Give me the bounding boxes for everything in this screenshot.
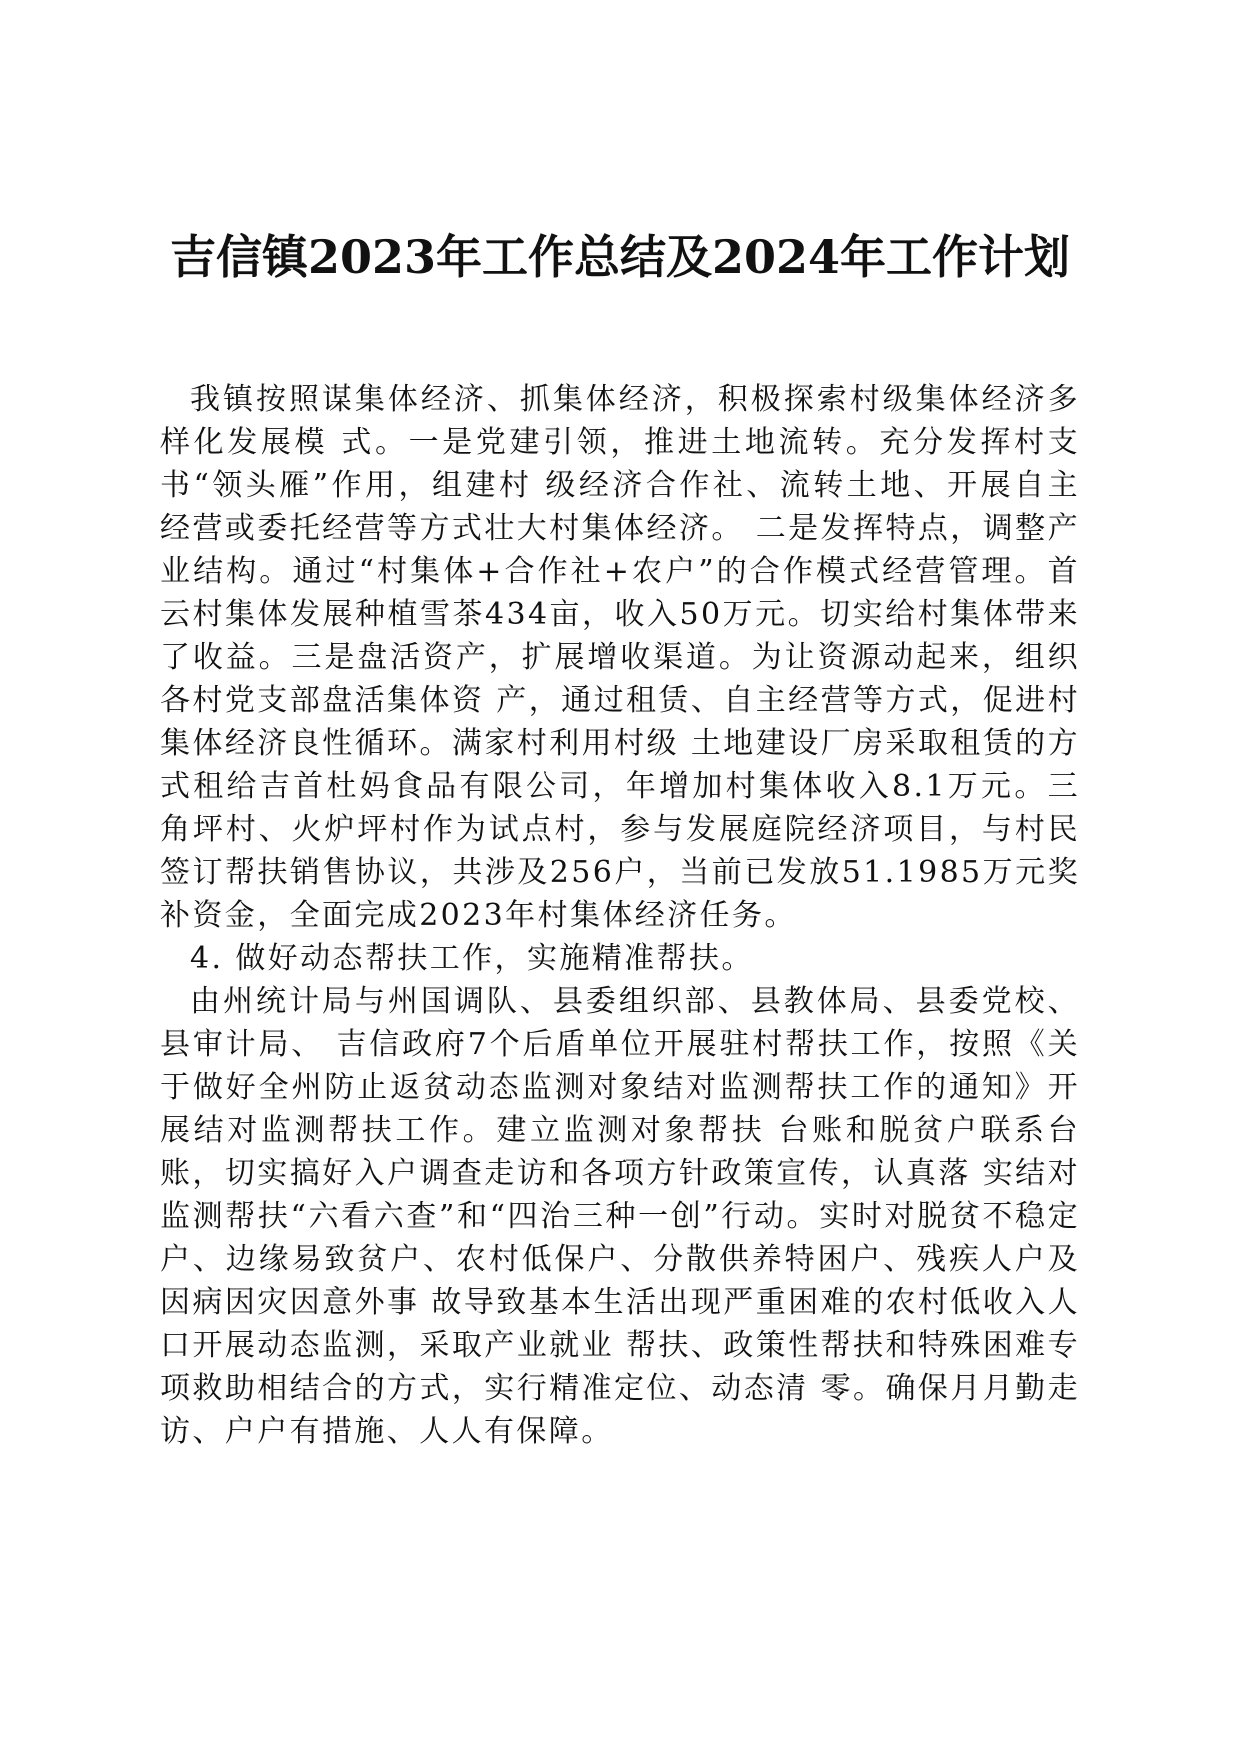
document-title: 吉信镇2023年工作总结及2024年工作计划 — [169, 230, 1071, 284]
section-heading-dynamic-assistance: 4. 做好动态帮扶工作，实施精准帮扶。 — [190, 941, 754, 976]
paragraph-collective-economy: 我镇按照谋集体经济、抓集体经济，积极探索村级集体经济多样化发展模 式。一是党建引领，推进土地流转。充分发挥村支书“领头雁”作用，组建村 级经济合作社、流转土地、开展自主经营或委托经营等方式壮大村集体经济。 二是发挥特点，调整产业结构。通过“村集体+合作社+农户”的合作模式经营管理。首云村集体发展种植雪茶434亩，收入50万元。切实给村集体带来了收益。三是盘活资产，扩展增收渠道。为让资源动起来，组织各村党支部盘活集体资 产，通过租赁、自主经营等方式，促进村集体经济良性循环。满家村利用村级 土地建设厂房采取租赁的方式租给吉首杜妈食品有限公司，年增加村集体收入8.1万元。三角坪村、火炉坪村作为试点村，参与发展庭院经济项目，与村民签订帮扶销售协议，共涉及256户，当前已发放51.1985万元奖补资金，全面完成2023年村集体经济任务。 — [160, 382, 1080, 933]
paragraph-assistance-work: 由州统计局与州国调队、县委组织部、县教体局、县委党校、县审计局、 吉信政府7个后盾单位开展驻村帮扶工作，按照《关于做好全州防止返贫动态监测对象结对监测帮扶工作的通知》开展结对监测帮扶工作。建立监测对象帮扶 台账和脱贫户联系台账，切实搞好入户调查走访和各项方针政策宣传，认真落 实结对监测帮扶“六看六查”和“四治三种一创”行动。实时对脱贫不稳定户、边缘易致贫户、农村低保户、分散供养特困户、残疾人户及因病因灾因意外事 故导致基本生活出现严重困难的农村低收入人口开展动态监测，采取产业就业 帮扶、政策性帮扶和特殊困难专项救助相结合的方式，实行精准定位、动态清 零。确保月月勤走访、户户有措施、人人有保障。 — [160, 984, 1080, 1449]
document-body — [160, 378, 1080, 1453]
